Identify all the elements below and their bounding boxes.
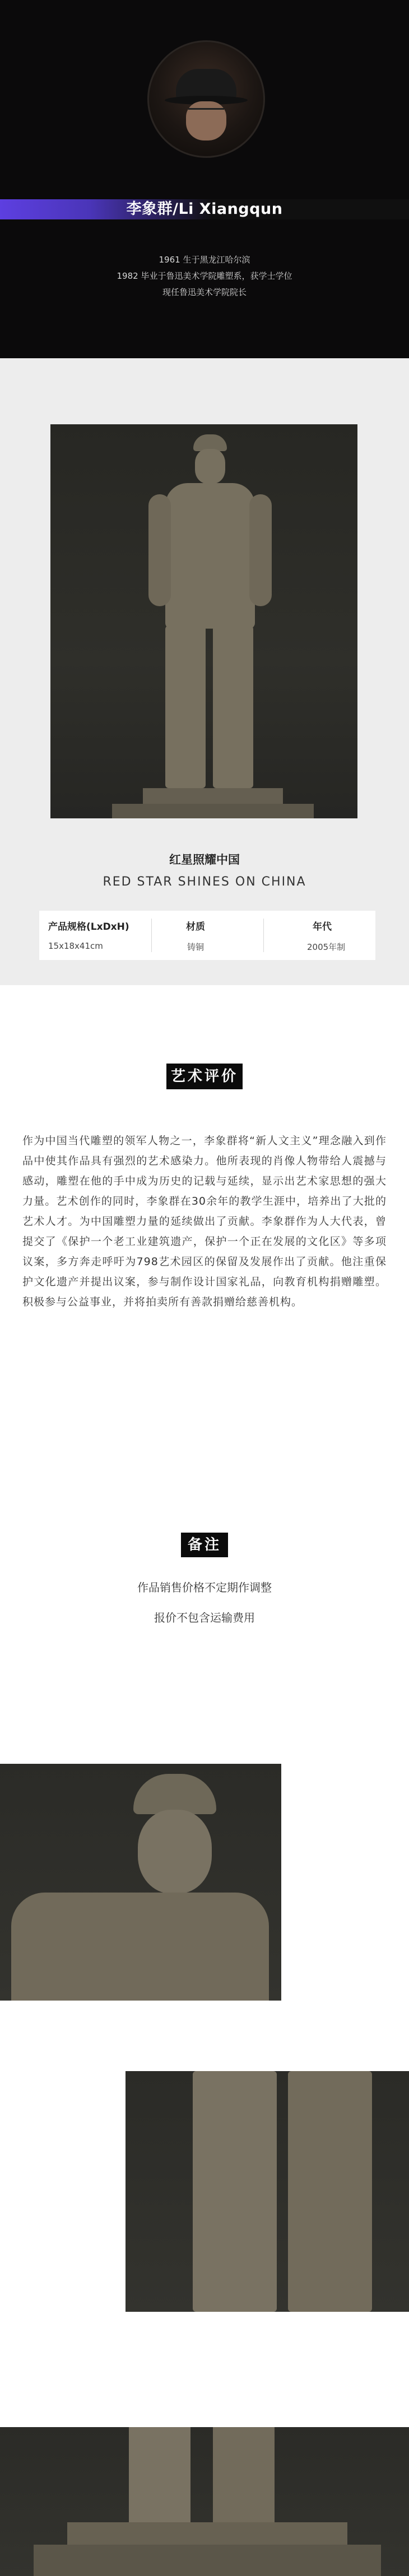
figure-left-leg-shape [165, 626, 206, 788]
bio-line-position: 现任鲁迅美术学院院长 [162, 287, 247, 297]
artist-avatar [147, 40, 265, 158]
artist-name: 李象群/Li Xiangqun [126, 200, 283, 218]
detail-right-leg-shape [288, 2071, 372, 2312]
notes-heading: 备注 [181, 1533, 228, 1557]
avatar-face-shape [186, 101, 226, 140]
note-price: 作品销售价格不定期作调整 [137, 1581, 272, 1594]
figure-head-shape [195, 449, 225, 484]
detail-plinth-shape [34, 2545, 381, 2576]
figure-torso-shape [165, 483, 255, 629]
detail-shoulders-shape [11, 1893, 269, 2001]
detail-face-shape [138, 1810, 212, 1894]
detail-left-boot-shape [129, 2427, 190, 2522]
detail-base-shape [67, 2522, 347, 2545]
detail-photo-legs [126, 2071, 409, 2312]
spec-material-label: 材质 [186, 921, 205, 933]
detail-cap-shape [133, 1774, 216, 1814]
artwork-title-cn: 红星照耀中国 [169, 853, 240, 867]
sculpture-photo [50, 424, 357, 818]
figure-right-leg-shape [213, 626, 253, 788]
detail-photo-head [0, 1764, 281, 2001]
figure-left-arm-shape [148, 494, 171, 606]
spec-year [263, 911, 375, 960]
plinth-shape [112, 804, 314, 818]
figure-right-arm-shape [249, 494, 272, 606]
artwork-title-en: RED STAR SHINES ON CHINA [103, 875, 306, 889]
spec-size-value: 15x18x41cm [48, 941, 103, 951]
bio-line-birth: 1961 生于黑龙江哈尔滨 [159, 255, 250, 265]
bio-line-education: 1982 毕业于鲁迅美术学院雕塑系，获学士学位 [117, 271, 292, 281]
note-shipping: 报价不包含运输费用 [154, 1611, 255, 1624]
spec-year-value: 2005年制 [307, 942, 346, 952]
evaluation-text: 作为中国当代雕塑的领军人物之一，李象群将“新人文主义”理念融入到作品中使其作品具有强烈的艺术感染力。他所表现的肖像人物带给人震撼与感动，雕塑在他的手中成为历史的记载与延续，显示出艺术家思想的强大力量。艺术创作的同时，李象群在30余年的教学生涯中，培养出了大批的艺术人才。为中国雕塑力量的延续做出了贡献。李象群作为人大代表，曾提交了《保护一个老工业建筑遗产，保护一个正在发展的文化区》等多项议案，多方奔走呼吁为798艺术园区的保留及发展作出了贡献。他注重保护文化遗产并提出议案，参与制作设计国家礼品，向教育机构捐赠雕塑。积极参与公益事业，并将拍卖所有善款捐赠给慈善机构。 [22, 1135, 387, 1308]
spec-material-value: 铸铜 [187, 942, 204, 952]
detail-photo-feet [0, 2427, 409, 2576]
spec-size-label: 产品规格(LxDxH) [48, 921, 129, 933]
spec-material [151, 911, 263, 960]
figure-base-shape [143, 788, 283, 805]
spec-size [39, 911, 151, 960]
spec-year-label: 年代 [313, 921, 332, 933]
detail-right-boot-shape [213, 2427, 275, 2522]
spec-table [39, 911, 375, 960]
evaluation-heading: 艺术评价 [166, 1064, 243, 1089]
detail-left-leg-shape [193, 2071, 277, 2312]
avatar-glasses-shape [188, 108, 224, 116]
